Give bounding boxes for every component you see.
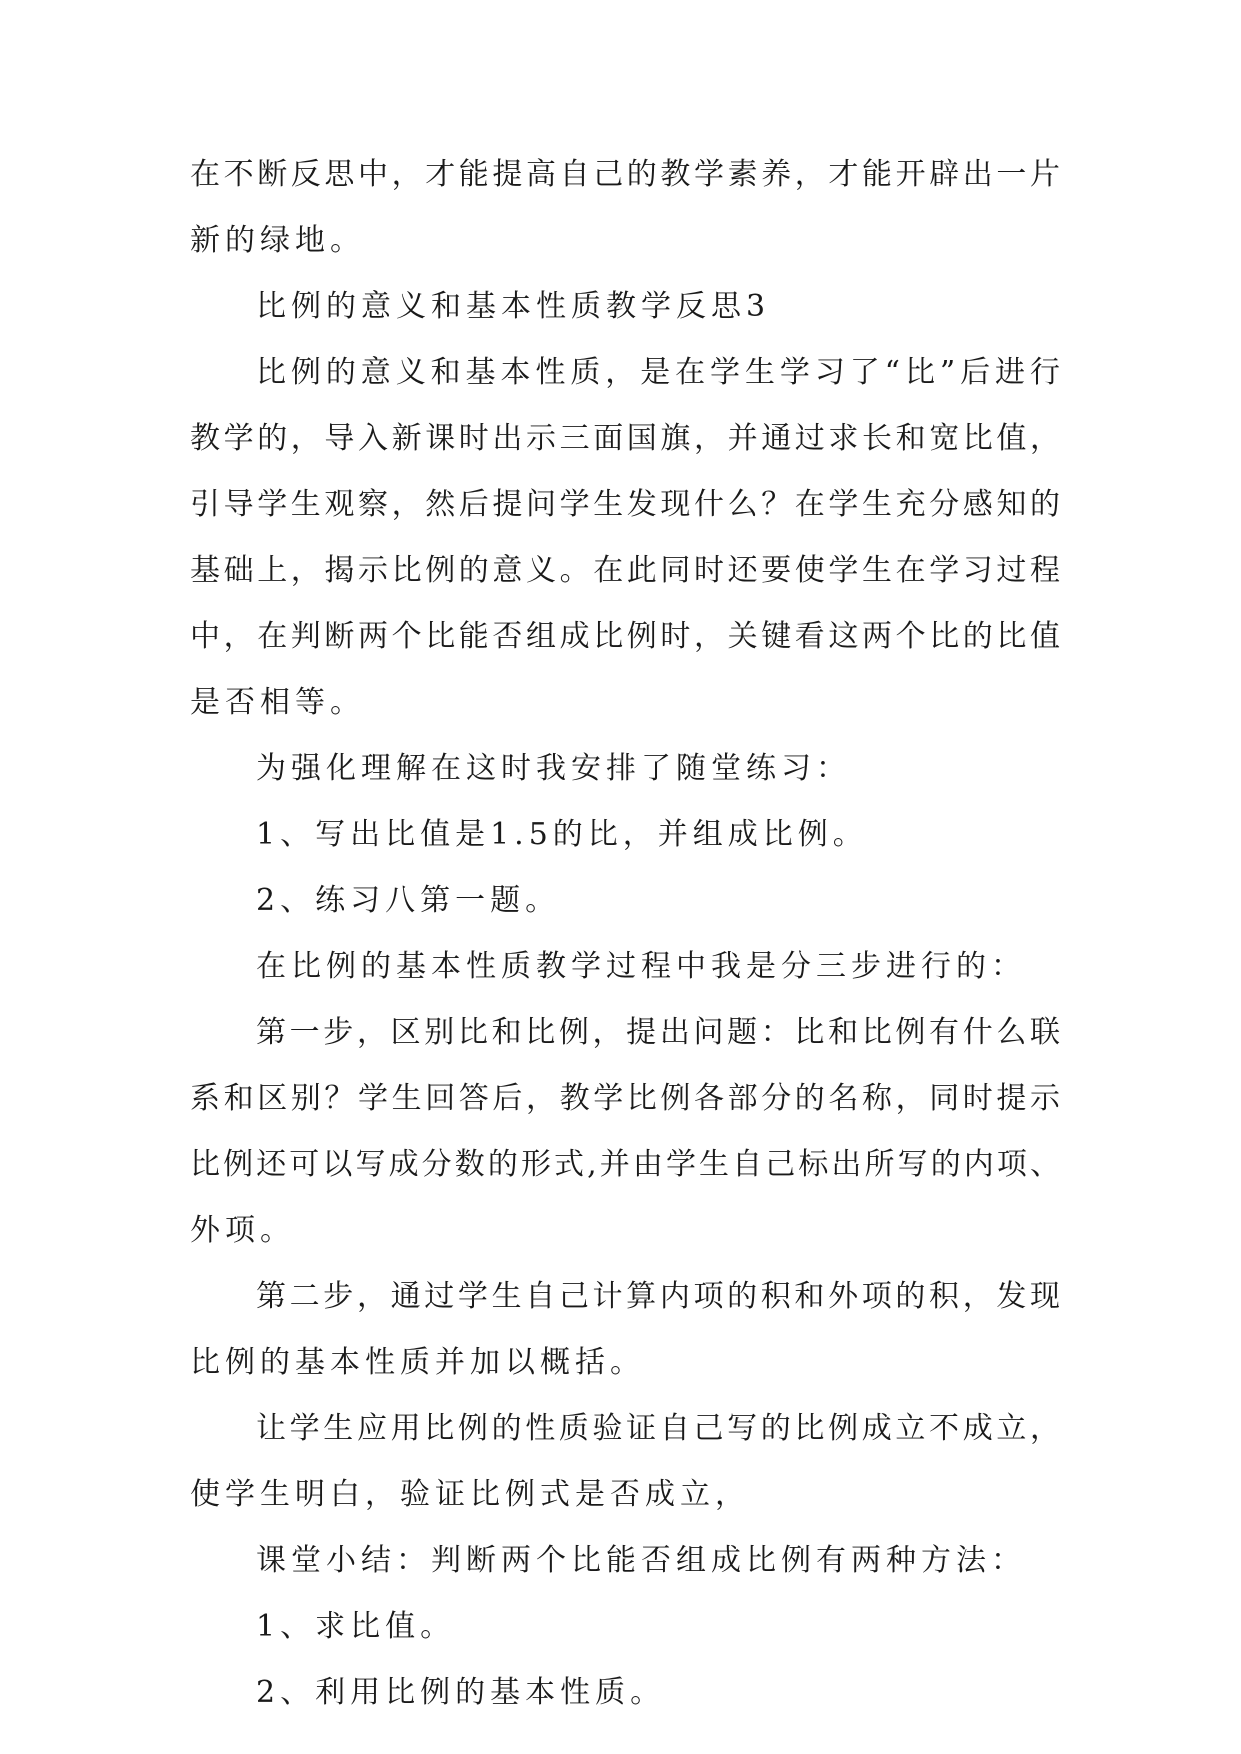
text-line: 比例的基本性质并加以概括。 (190, 1345, 645, 1380)
text-line: 比例的意义和基本性质，是在学生学习了“比”后进行 (256, 355, 1060, 390)
text-line: 让学生应用比例的性质验证自己写的比例成立不成立， (256, 1411, 1060, 1446)
text-line: 基础上，揭示比例的意义。在此同时还要使学生在学习过程 (190, 553, 1060, 588)
text-line: 比例还可以写成分数的形式,并由学生自己标出所写的内项、 (190, 1147, 1060, 1182)
list-item: 1、求比值。 (256, 1609, 456, 1644)
section-heading: 比例的意义和基本性质教学反思3 (256, 289, 771, 324)
text-line: 外项。 (190, 1213, 295, 1248)
list-item: 1、写出比值是1.5的比，并组成比例。 (256, 817, 868, 852)
text-line: 第二步，通过学生自己计算内项的积和外项的积，发现 (256, 1279, 1060, 1314)
text-line: 第一步，区别比和比例，提出问题：比和比例有什么联 (256, 1015, 1060, 1050)
text-line: 新的绿地。 (190, 223, 365, 258)
text-line: 是否相等。 (190, 685, 365, 720)
list-item: 2、利用比例的基本性质。 (256, 1675, 666, 1710)
list-item: 2、练习八第一题。 (256, 883, 561, 918)
text-line: 引导学生观察，然后提问学生发现什么？在学生充分感知的 (190, 487, 1060, 522)
text-line: 中，在判断两个比能否组成比例时，关键看这两个比的比值 (190, 619, 1060, 654)
text-line: 在比例的基本性质教学过程中我是分三步进行的： (256, 949, 1026, 984)
text-line: 为强化理解在这时我安排了随堂练习： (256, 751, 851, 786)
text-line: 在不断反思中，才能提高自己的教学素养，才能开辟出一片 (190, 157, 1060, 192)
text-line: 课堂小结：判断两个比能否组成比例有两种方法： (256, 1543, 1026, 1578)
document-body (190, 155, 1060, 1713)
text-line: 使学生明白，验证比例式是否成立， (190, 1477, 750, 1512)
text-line: 系和区别？学生回答后，教学比例各部分的名称，同时提示 (190, 1081, 1060, 1116)
text-line: 教学的，导入新课时出示三面国旗，并通过求长和宽比值， (190, 421, 1060, 456)
